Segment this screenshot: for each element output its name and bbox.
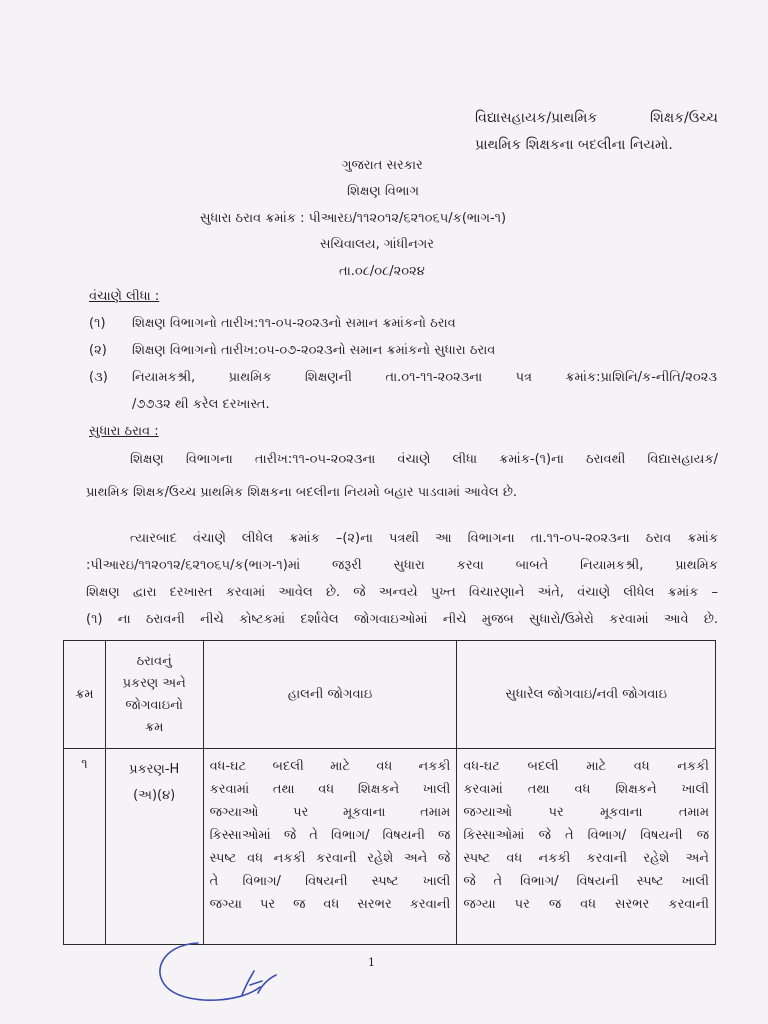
row1-revised xyxy=(457,749,716,945)
header-serial-label: ક્રમ xyxy=(75,687,94,702)
department-name: શિક્ષણ વિભાગ xyxy=(347,184,419,199)
row1-revised-line: વધ-ઘટ બદલી માટે વધ નકકી xyxy=(463,759,709,774)
row1-revised-line: કિસ્સાઓમાં જે તે વિભાગ/ વિષયની જ xyxy=(463,828,709,843)
header-current xyxy=(203,641,457,749)
row1-revised-line: સ્પષ્ટ વધ નકકી કરવાની રહેશે અને xyxy=(463,851,709,866)
read-item-1-number: (૧) xyxy=(89,316,106,331)
header-revised xyxy=(457,641,716,749)
row1-current xyxy=(203,749,457,945)
row1-revised-line: જગ્યાઓ પર મૂકવાના તમામ xyxy=(463,805,709,820)
read-heading: વંચાણે લીધા : xyxy=(89,289,160,304)
para2-line3: શિક્ષણ દ્વારા દરખાસ્ત કરવામાં આવેલ છે. જે અન્વયે પુખ્ત વિચારણાને અંતે, વંચાણે લીધેલ ક્રમાંક – xyxy=(86,585,718,600)
resolution-heading: સુધારા ઠરાવ : xyxy=(89,424,159,439)
row1-revised-line: જગ્યા પર જ વધ સરભર કરવાની xyxy=(463,897,709,912)
header-current-label: હાલની જોગવાઇ xyxy=(287,687,373,702)
read-item-3-text: નિયામકશ્રી, પ્રાથમિક શિક્ષણની તા.૦૧-૧૧-૨૦૨૩ના પત્ર ક્રમાંક:પ્રાશિનિ/ક-નીતિ/૨૦૨૩ xyxy=(132,370,717,385)
para2-line2: :પીઆરઇ/૧૧૨૦૧૨/૬૨૧૦૬૫/ક(ભાગ-૧)માં જરૂરી સુધારા કરવા બાબતે નિયામકશ્રી, પ્રાથમિક xyxy=(86,558,718,573)
amendment-table xyxy=(63,640,716,945)
header-clause-line1: ઠરાવનું xyxy=(136,653,172,669)
header-right-line1-right: શિક્ષક/ઉચ્ચ xyxy=(650,110,719,126)
row1-current-line: કરવામાં તથા વધ શિક્ષકને ખાલી xyxy=(209,782,451,797)
row1-revised-line: કરવામાં તથા વધ શિક્ષકને ખાલી xyxy=(463,782,709,797)
row1-current-line: સ્પષ્ટ વધ નકકી કરવાની રહેશે અને જે xyxy=(209,851,451,866)
para2-line1: ત્યારબાદ વંચાણે લીધેલ ક્રમાંક –(૨)ના પત્રથી આ વિભાગના તા.૧૧-૦૫-૨૦૨૩ના ઠરાવ ક્રમાંક xyxy=(130,531,718,546)
row1-current-line: તે વિભાગ/ વિષયની સ્પષ્ટ ખાલી xyxy=(209,874,451,889)
para1-line2: પ્રાથમિક શિક્ષક/ઉચ્ચ પ્રાથમિક શિક્ષકના બદલીના નિયમો બહાર પાડવામાં આવેલ છે. xyxy=(86,485,518,500)
resolution-number: સુધારા ઠરાવ ક્રમાંક : પીઆરઇ/૧૧૨૦૧૨/૬૨૧૦૬૫/ક(ભાગ-૧) xyxy=(200,211,507,226)
row1-clause-line1: પ્રકરણ-H xyxy=(129,762,180,777)
row1-serial-value: ૧ xyxy=(81,757,88,772)
header-clause-line2: પ્રકરણ અને xyxy=(122,675,186,691)
row1-current-line: કિસ્સાઓમાં જે તે વિભાગ/ વિષયની જ xyxy=(209,828,451,843)
table-row xyxy=(64,749,716,945)
government-name: ગુજરાત સરકાર xyxy=(342,158,423,173)
header-right-line1-left: વિદ્યાસહાયક/પ્રાથમિક xyxy=(475,110,598,126)
read-item-3-text-continued: /૭૭૩૨ થી કરેલ દરખાસ્ત. xyxy=(132,397,270,412)
signature-mark xyxy=(150,935,310,1015)
header-right-line2: પ્રાથમિક શિક્ષકના બદલીના નિયમો. xyxy=(475,137,673,153)
header-revised-label: સુધારેલ જોગવાઇ/નવી જોગવાઇ xyxy=(505,687,667,702)
header-serial xyxy=(64,641,106,749)
read-item-2-number: (૨) xyxy=(89,343,107,358)
para2-line4: (૧) ના ઠરાવની નીચે કોષ્ટકમાં દર્શાવેલ જોગવાઇઓમાં નીચે મુજબ સુધારો/ઉમેરો કરવામાં આવે છે. xyxy=(86,612,718,627)
table-header-row xyxy=(64,641,716,749)
row1-clause xyxy=(105,749,203,945)
row1-serial xyxy=(64,749,106,945)
row1-revised-line: જે તે વિભાગ/ વિષયની સ્પષ્ટ ખાલી xyxy=(463,874,709,889)
header-clause xyxy=(105,641,203,749)
header-clause-line4: ક્રમ xyxy=(145,719,164,735)
row1-current-line: જગ્યા પર જ વધ સરભર કરવાની xyxy=(209,897,451,912)
place: સચિવાલય, ગાંધીનગર xyxy=(320,237,434,252)
row1-clause-line2: (અ)(૪) xyxy=(133,788,176,803)
page-number: 1 xyxy=(368,956,375,969)
read-item-2-text: શિક્ષણ વિભાગનો તારીખ:૦૫-૦૭-૨૦૨૩નો સમાન ક્રમાંકનો સુધારા ઠરાવ xyxy=(132,343,496,358)
read-item-3-number: (૩) xyxy=(89,370,108,385)
row1-current-line: જગ્યાઓ પર મૂકવાના તમામ xyxy=(209,805,451,820)
para1-line1: શિક્ષણ વિભાગના તારીખ:૧૧-૦૫-૨૦૨૩ના વંચાણે લીધા ક્રમાંક-(૧)ના ઠરાવથી વિદ્યાસહાયક/ xyxy=(130,452,718,467)
row1-current-line: વધ-ઘટ બદલી માટે વધ નકકી xyxy=(209,759,451,774)
header-clause-line3: જોગવાઇનો xyxy=(125,697,184,713)
resolution-date: તા.૦૮/૦૮/૨૦૨૪ xyxy=(339,264,425,279)
read-item-1-text: શિક્ષણ વિભાગનો તારીખ:૧૧-૦૫-૨૦૨૩નો સમાન ક્રમાંકનો ઠરાવ xyxy=(132,316,456,331)
